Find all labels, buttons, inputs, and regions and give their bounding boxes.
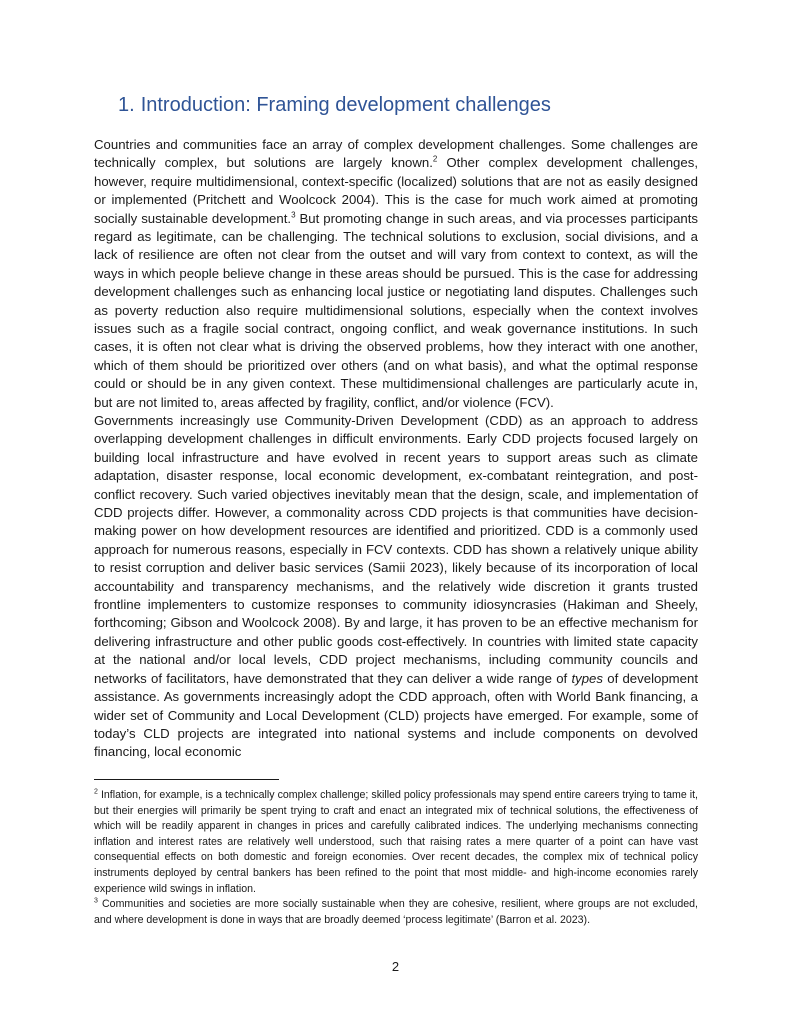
section-number: 1.	[118, 94, 135, 116]
footnote-reference-3: 3	[291, 210, 296, 220]
paragraph-2-text-a: Governments increasingly use Community-Driven Development (CDD) as an approach to address overlapping development challenges in difficult environments. Early CDD projects focused largely on building local infrastructure and have evolved in recent years to support areas such as climate adaptation, disaster response, local economic development, ex-combatant reintegration, and post-conflict recovery. Such varied objectives inevitably mean that the design, scale, and implementation of CDD projects differ. However, a commonality across CDD projects is that communities have decision-making power on how development resources are identified and prioritized. CDD is a commonly used approach for numerous reasons, especially in FCV contexts. CDD has shown a relatively unique ability to resist corruption and deliver basic services (Samii 2023), likely because of its incorporation of local accountability and transparency mechanisms, and the relatively wide discretion it grants trusted frontline implementers to customize responses to community idiosyncrasies (Hakiman and Sheely, forthcoming; Gibson and Woolcock 2008). By and large, it has proven to be an effective mechanism for delivering infrastructure and other public goods cost-effectively. In countries with limited state capacity at the national and/or local levels, CDD project mechanisms, including community councils and networks of facilitators, have demonstrated that they can deliver a wide range of	[94, 413, 698, 686]
footnote-2-text: Inflation, for example, is a technically complex challenge; skilled policy professionals may spend entire careers trying to tame it, but their energies will primarily be spent trying to craft and enact an integrated mix of technical solutions, the effectiveness of which will be readily apparent in changes in prices and carefully calibrated indices. The underlying mechanisms connecting inflation and interest rates are relatively well understood, such that raising rates a mere quarter of a point can have vast consequential effects on both domestic and foreign economies. Over recent decades, the complex mix of technical policy instruments deployed by central bankers has been refined to the point that most middle- and high-income economies rarely experience wild swings in inflation.	[94, 789, 698, 895]
page-number: 2	[391, 959, 400, 974]
footnote-2	[94, 788, 698, 897]
paragraph-2-italic-types: types	[571, 670, 603, 686]
paragraph-1-text-c: But promoting change in such areas, and via processes participants regard as legitimate, can be challenging. The technical solutions to exclusion, social divisions, and a lack of resilience are often not clear from the outset and will vary from context to context, as will the ways in which people believe change in these areas should be pursued. This is the case for addressing development challenges such as enhancing local justice or negotiating land disputes. Challenges such as poverty reduction also require multidimensional solutions, especially when the context involves issues such as a fragile social contract, ongoing conflict, and weak governance institutions. In such cases, it is often not clear what is driving the observed problems, how they interact with one another, which of them should be prioritized over others (and on what basis), and what the optimal response could or should be in any given context. These multidimensional challenges are particularly acute in, but are not limited to, areas affected by fragility, conflict, and/or violence (FCV).	[94, 210, 698, 410]
footnote-3	[94, 897, 698, 928]
intro-paragraph-1	[94, 136, 698, 412]
section-title: Introduction: Framing development challenges	[140, 94, 551, 116]
paragraph-1-text-b: Other complex development challenges, however, require multidimensional, context-specific (localized) solutions that are not as easily designed or implemented (Pritchett and Woolcock 2004). This is the case for much work aimed at promoting socially sustainable development.	[94, 155, 698, 226]
paragraph-1-text-a: Countries and communities face an array of complex development challenges. Some challenges are technically complex, but solutions are largely known.	[94, 137, 698, 171]
footnote-3-text: Communities and societies are more socially sustainable when they are cohesive, resilient, where groups are not excluded, and where development is done in ways that are broadly deemed ‘process legitimate’ (Barron et al. 2023).	[94, 898, 698, 926]
footnote-separator	[94, 779, 279, 780]
section-heading	[118, 92, 718, 118]
footnote-reference-2: 2	[432, 155, 438, 165]
paragraph-2-text-b: of development assistance. As governments increasingly adopt the CDD approach, often with World Bank financing, a wider set of Community and Local Development (CLD) projects have emerged. For example, some of today’s CLD projects are integrated into national systems and include components on devolved financing, local economic	[94, 670, 698, 760]
footnote-2-marker: 2	[94, 788, 98, 796]
intro-paragraph-2	[94, 412, 698, 762]
footnote-3-marker: 3	[94, 897, 98, 905]
footnotes	[94, 788, 698, 928]
